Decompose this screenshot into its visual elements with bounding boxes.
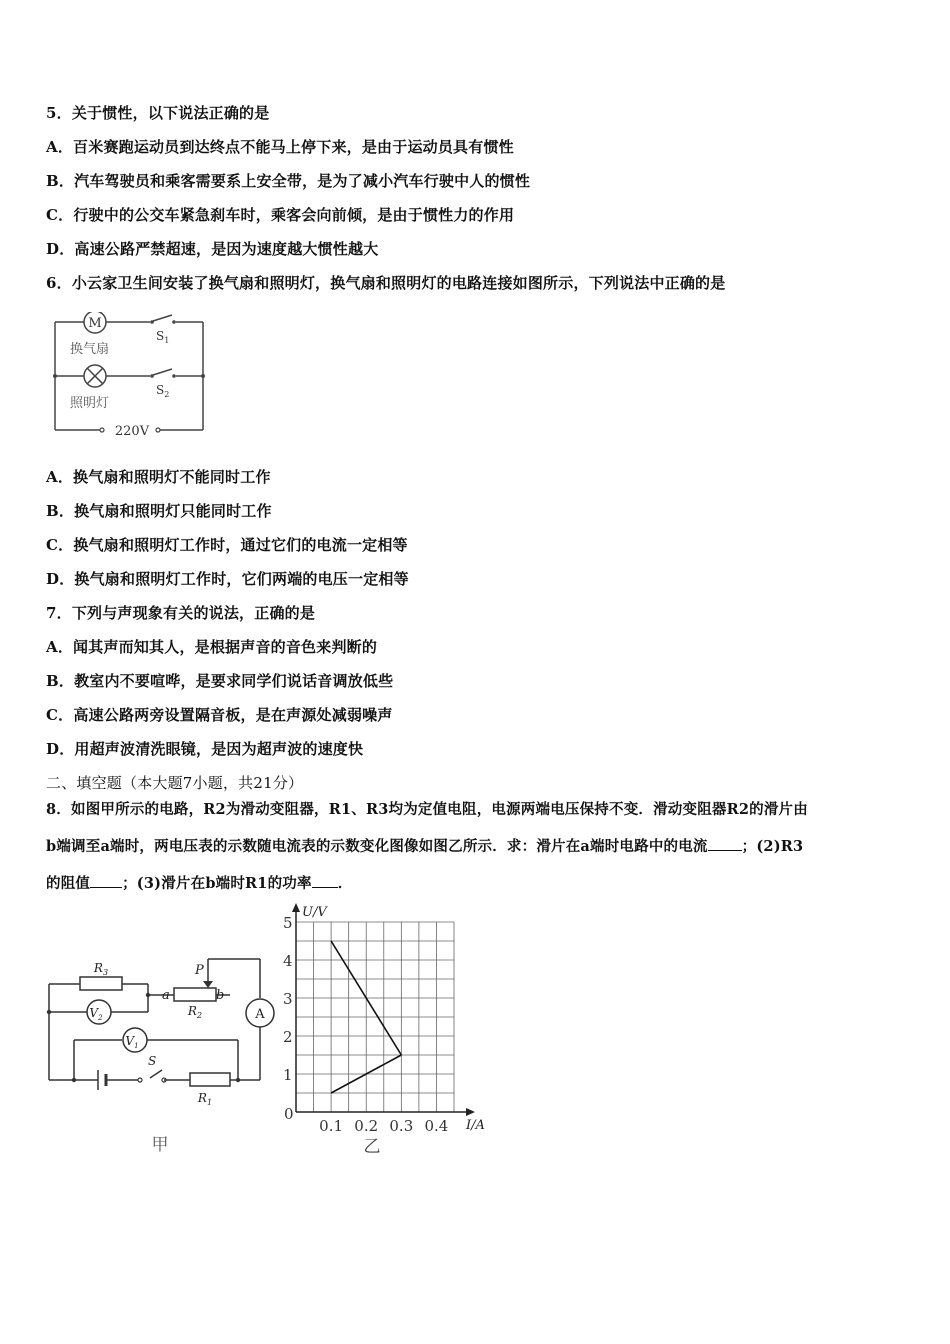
x-tick-label: 0.3 — [389, 1117, 414, 1135]
circuit-caption: 甲 — [151, 1135, 169, 1155]
y-axis-arrow — [292, 903, 300, 912]
q6-stem: 6．小云家卫生间安装了换气扇和照明灯，换气扇和照明灯的电路连接如图所示，下列说法中正确的是 — [46, 274, 726, 292]
q5-option-b: B．汽车驾驶员和乘客需要系上安全带，是为了减小汽车行驶中人的惯性 — [46, 172, 531, 190]
fan-label: 换气扇 — [70, 342, 110, 357]
v2-label: $V_2$ — [89, 1006, 103, 1022]
r1-label: $R_1$ — [197, 1091, 213, 1107]
y-tick-label: 4 — [283, 952, 293, 970]
lamp-label: 照明灯 — [70, 396, 110, 411]
answer-blank-1[interactable] — [708, 836, 742, 851]
q5-option-a: A．百米赛跑运动员到达终点不能马上停下来，是由于运动员具有惯性 — [46, 138, 514, 156]
resistor-r3 — [80, 977, 122, 990]
q8-circuit-figure — [40, 950, 280, 1160]
q5-option-d: D．高速公路严禁超速，是因为速度越大惯性越大 — [46, 240, 379, 258]
terminal-a-label: a — [162, 988, 170, 1003]
q5-option-c: C．行驶中的公交车紧急刹车时，乘客会向前倾，是由于惯性力的作用 — [46, 206, 515, 224]
ammeter-label: A — [255, 1007, 265, 1022]
answer-blank-2[interactable] — [90, 873, 122, 888]
graph-grid — [296, 922, 454, 1112]
q7-option-c: C．高速公路两旁设置隔音板，是在声源处减弱噪声 — [46, 706, 393, 724]
terminal-b-label: b — [216, 988, 225, 1003]
q8-text-line-2: b端调至a端时，两电压表的示数随电流表的示数变化图像如图乙所示．求：滑片在a端时电路中的电流 ；(2)R3 — [46, 838, 804, 855]
q5-stem: 5．关于惯性，以下说法正确的是 — [46, 104, 270, 122]
y-tick-label: 3 — [283, 990, 293, 1008]
q7-option-a: A．闻其声而知其人，是根据声音的音色来判断的 — [46, 638, 378, 656]
switch-s-label: S — [148, 1054, 157, 1068]
q6-option-b: B．换气扇和照明灯只能同时工作 — [46, 502, 272, 520]
q7-stem: 7．下列与声现象有关的说法，正确的是 — [46, 604, 316, 622]
motor-label: M — [88, 316, 102, 331]
slider-p-label: P — [195, 963, 204, 978]
x-tick-label: 0.2 — [354, 1117, 379, 1135]
switch-s2-label: $S_2$ — [156, 383, 170, 399]
r2-label: $R_2$ — [187, 1004, 203, 1020]
q6-option-c: C．换气扇和照明灯工作时，通过它们的电流一定相等 — [46, 536, 408, 554]
q6-option-a: A．换气扇和照明灯不能同时工作 — [46, 468, 271, 486]
q8-ui-graph — [276, 900, 501, 1160]
switch-s1-label: $S_1$ — [156, 329, 170, 345]
answer-blank-3[interactable] — [312, 873, 338, 888]
switch-s2 — [153, 369, 172, 375]
slider-arrow — [203, 981, 213, 988]
q6-circuit-figure — [50, 312, 210, 440]
q7-option-b: B．教室内不要喧哗，是要求同学们说话音调放低些 — [46, 672, 394, 690]
supply-voltage-label: 220V — [114, 424, 150, 439]
switch-s — [138, 1078, 142, 1082]
q7-option-d: D．用超声波清洗眼镜，是因为超声波的速度快 — [46, 740, 364, 758]
x-axis-label: I/A — [466, 1118, 485, 1133]
q8-text-line-3: 的阻值 ；(3)滑片在b端时R1的功率 ． — [46, 875, 353, 892]
origin-label: 0 — [284, 1105, 294, 1123]
graph-ticks — [283, 914, 448, 1135]
x-tick-label: 0.4 — [424, 1117, 449, 1135]
lamp-symbol — [84, 365, 106, 387]
y-tick-label: 2 — [283, 1028, 293, 1046]
y-axis-label: U/V — [302, 905, 327, 920]
r3-label: $R_3$ — [93, 961, 109, 977]
resistor-r1 — [190, 1073, 230, 1086]
q6-option-d: D．换气扇和照明灯工作时，它们两端的电压一定相等 — [46, 570, 409, 588]
y-tick-label: 5 — [283, 914, 293, 932]
graph-caption: 乙 — [363, 1137, 381, 1157]
x-tick-label: 0.1 — [319, 1117, 344, 1135]
switch-s1 — [153, 315, 172, 321]
resistor-r2 — [174, 988, 216, 1001]
v1-label: $V_1$ — [125, 1034, 139, 1050]
x-axis-arrow — [466, 1108, 475, 1116]
y-tick-label: 1 — [283, 1066, 293, 1084]
section-heading: 二、填空题（本大题7小题，共21分） — [46, 774, 304, 792]
q8-text-line-1: 8．如图甲所示的电路，R2为滑动变阻器，R1、R3均为定值电阻，电源两端电压保持不变．滑动变阻器R2的滑片由 — [46, 801, 808, 818]
